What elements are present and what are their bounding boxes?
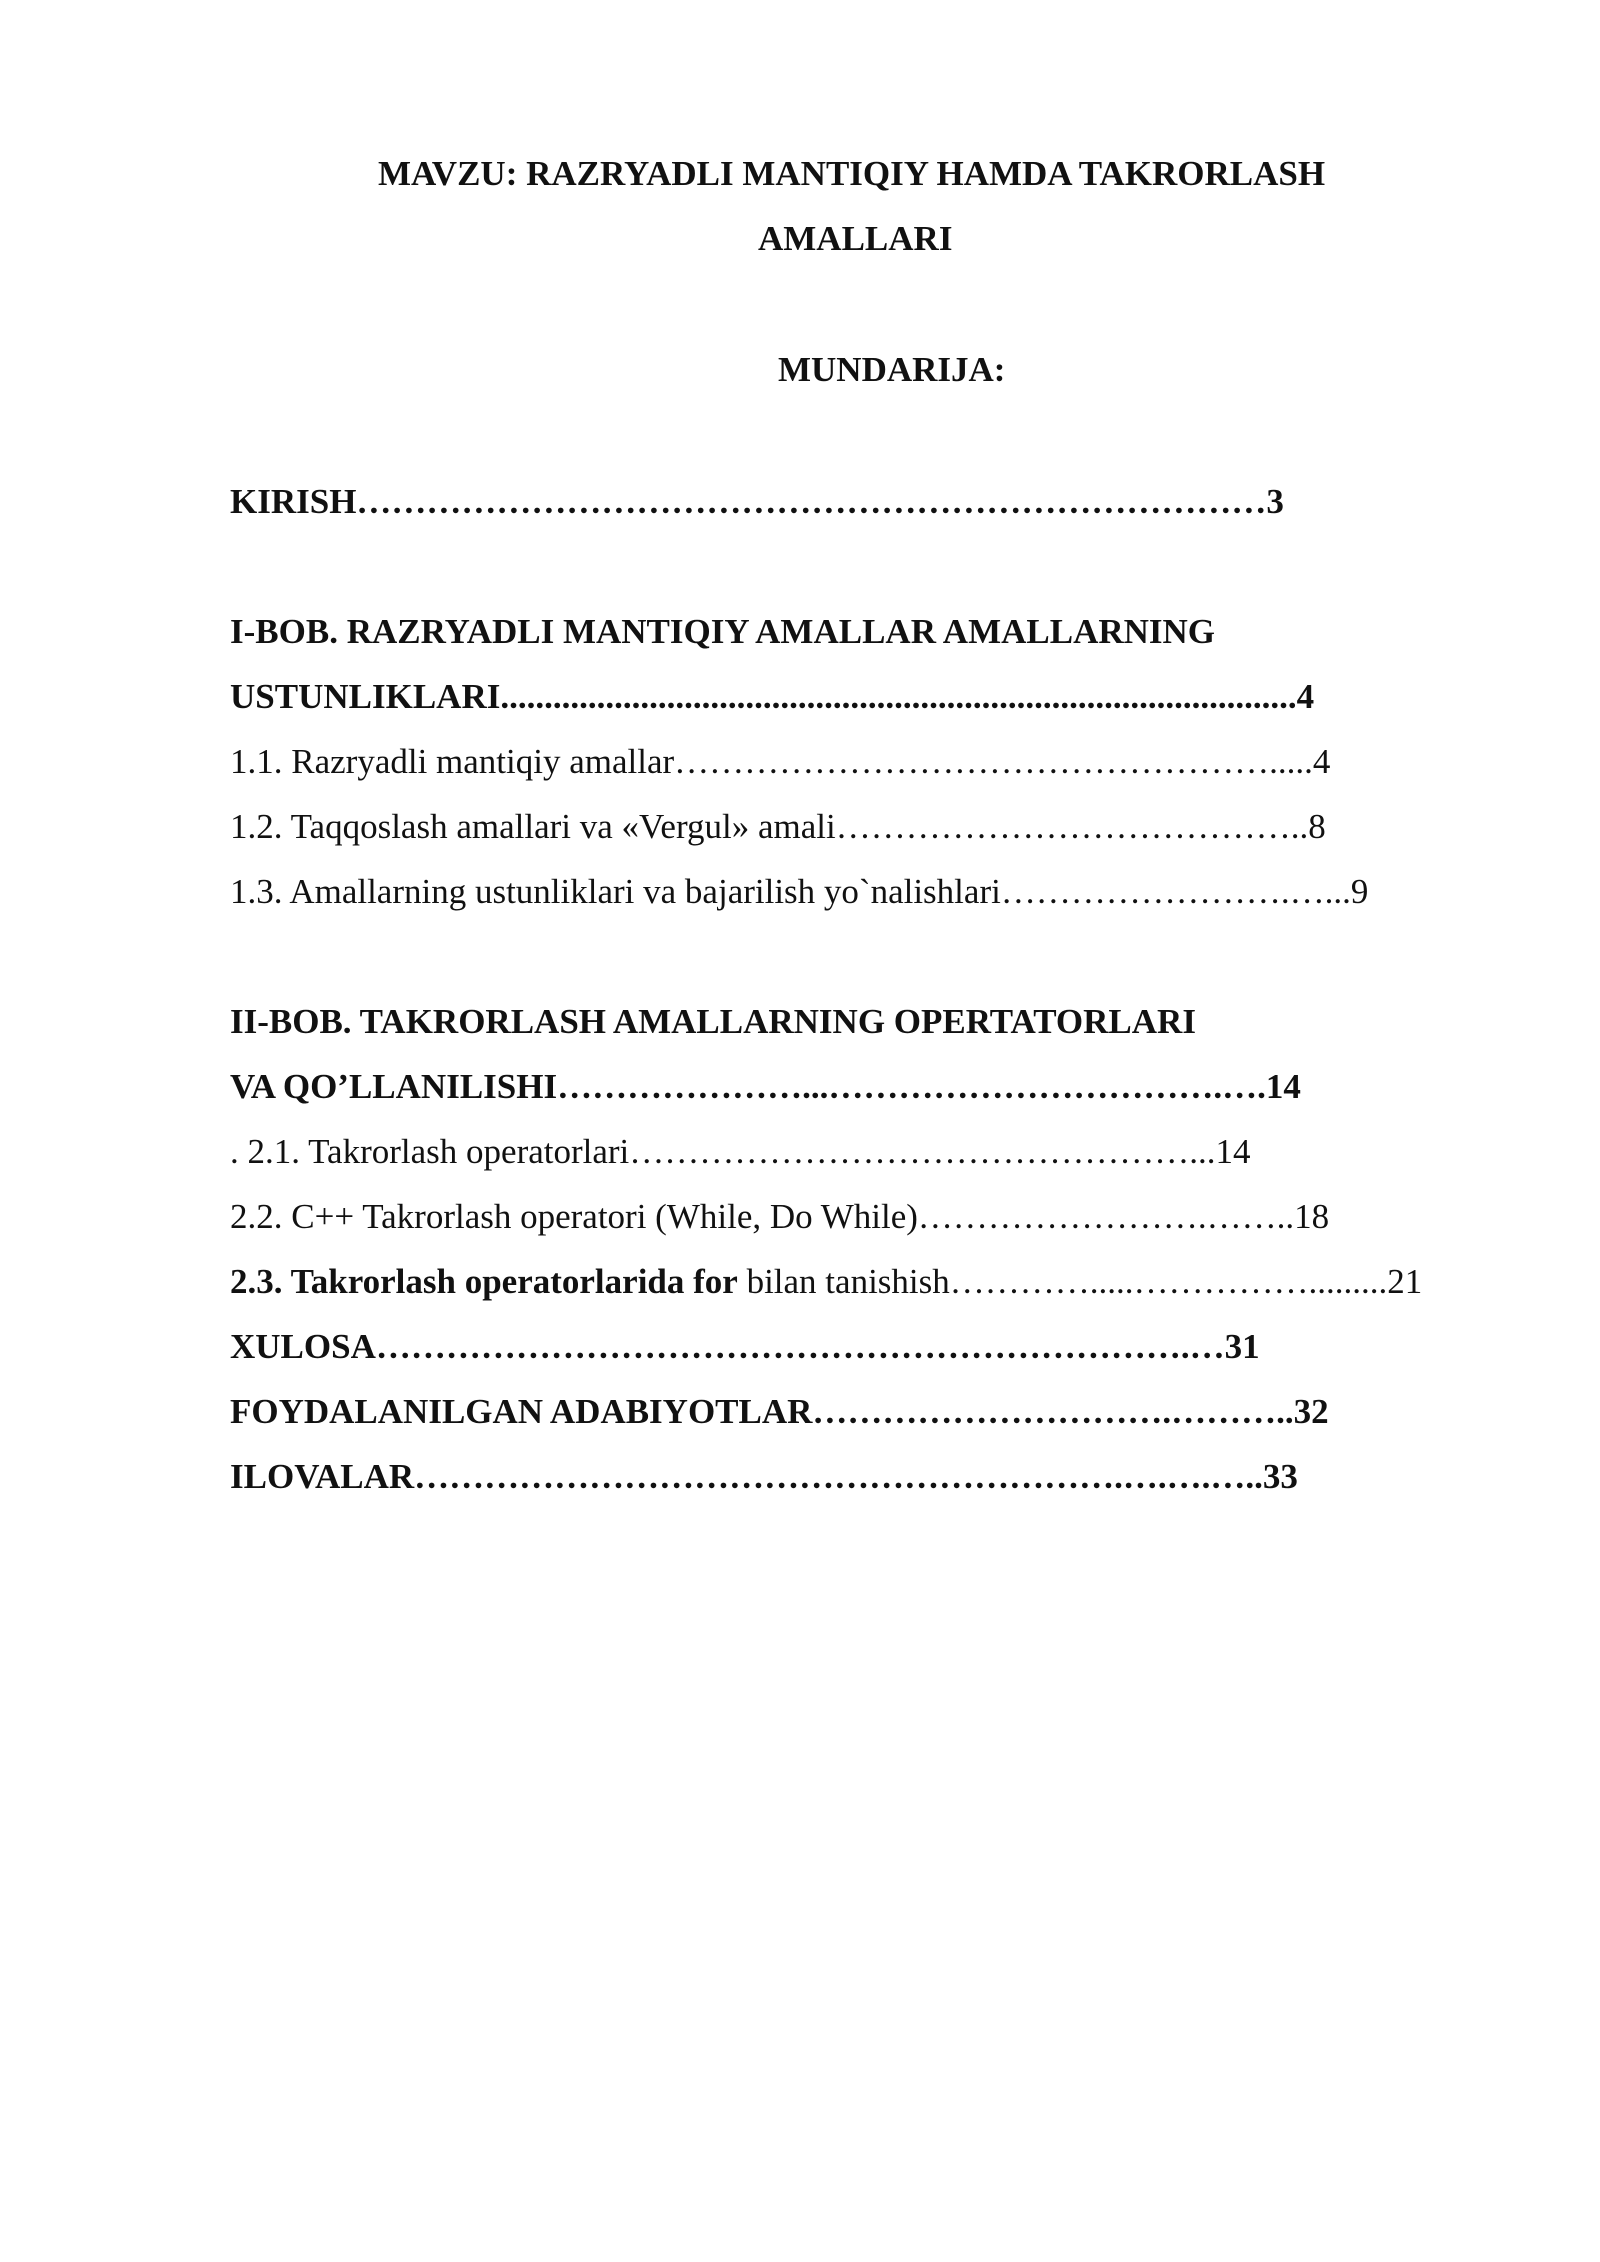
toc-section-1-3: 1.3. Amallarning ustunliklari va bajarilish yo`nalishlari…………………….…...9 (230, 872, 1369, 911)
toc-entry-ilovalar: ILOVALAR…………………………………………………….….….…..33 (230, 1457, 1298, 1496)
toc-chapter-1-title-cont: USTUNLIKLARI...........................................................................................4 (230, 677, 1315, 716)
toc-section-1-1: 1.1. Razryadli mantiqiy amallar…………………………………………….....4 (230, 742, 1331, 781)
toc-section-2-2: 2.2. C++ Takrorlash operatori (While, Do While)…………………….……..18 (230, 1197, 1330, 1236)
title-line-1: MAVZU: RAZRYADLI MANTIQIY HAMDA TAKRORLASH (378, 154, 1326, 193)
toc-section-2-3-regular-part: bilan tanishish………….....…………….........21 (737, 1262, 1423, 1301)
toc-entry-adabiyotlar: FOYDALANILGAN ADABIYOTLAR………………………….………..32 (230, 1392, 1329, 1431)
toc-section-2-3-bold-part: 2.3. Takrorlash operatorlarida for (230, 1262, 738, 1301)
toc-chapter-2-title: II-BOB. TAKRORLASH AMALLARNING OPERTATORLARI (230, 1002, 1196, 1041)
toc-entry-xulosa: XULOSA…………………………………………………………….…31 (230, 1327, 1260, 1366)
toc-heading: MUNDARIJA: (778, 350, 1006, 389)
toc-section-2-1: . 2.1. Takrorlash operatorlari…………………………………………...14 (230, 1132, 1251, 1171)
toc-chapter-2-title-cont: VA QO’LLANILISHI…………………...…………………………….….14 (230, 1067, 1301, 1106)
toc-entry-kirish: KIRISH……………………………………………………………………3 (230, 482, 1284, 521)
toc-section-2-3 (230, 1260, 1422, 1304)
toc-chapter-1-title: I-BOB. RAZRYADLI MANTIQIY AMALLAR AMALLARNING (230, 612, 1216, 651)
toc-section-1-2: 1.2. Taqqoslash amallari va «Vergul» amali…………………………………..8 (230, 807, 1326, 846)
title-line-2: AMALLARI (758, 219, 953, 258)
